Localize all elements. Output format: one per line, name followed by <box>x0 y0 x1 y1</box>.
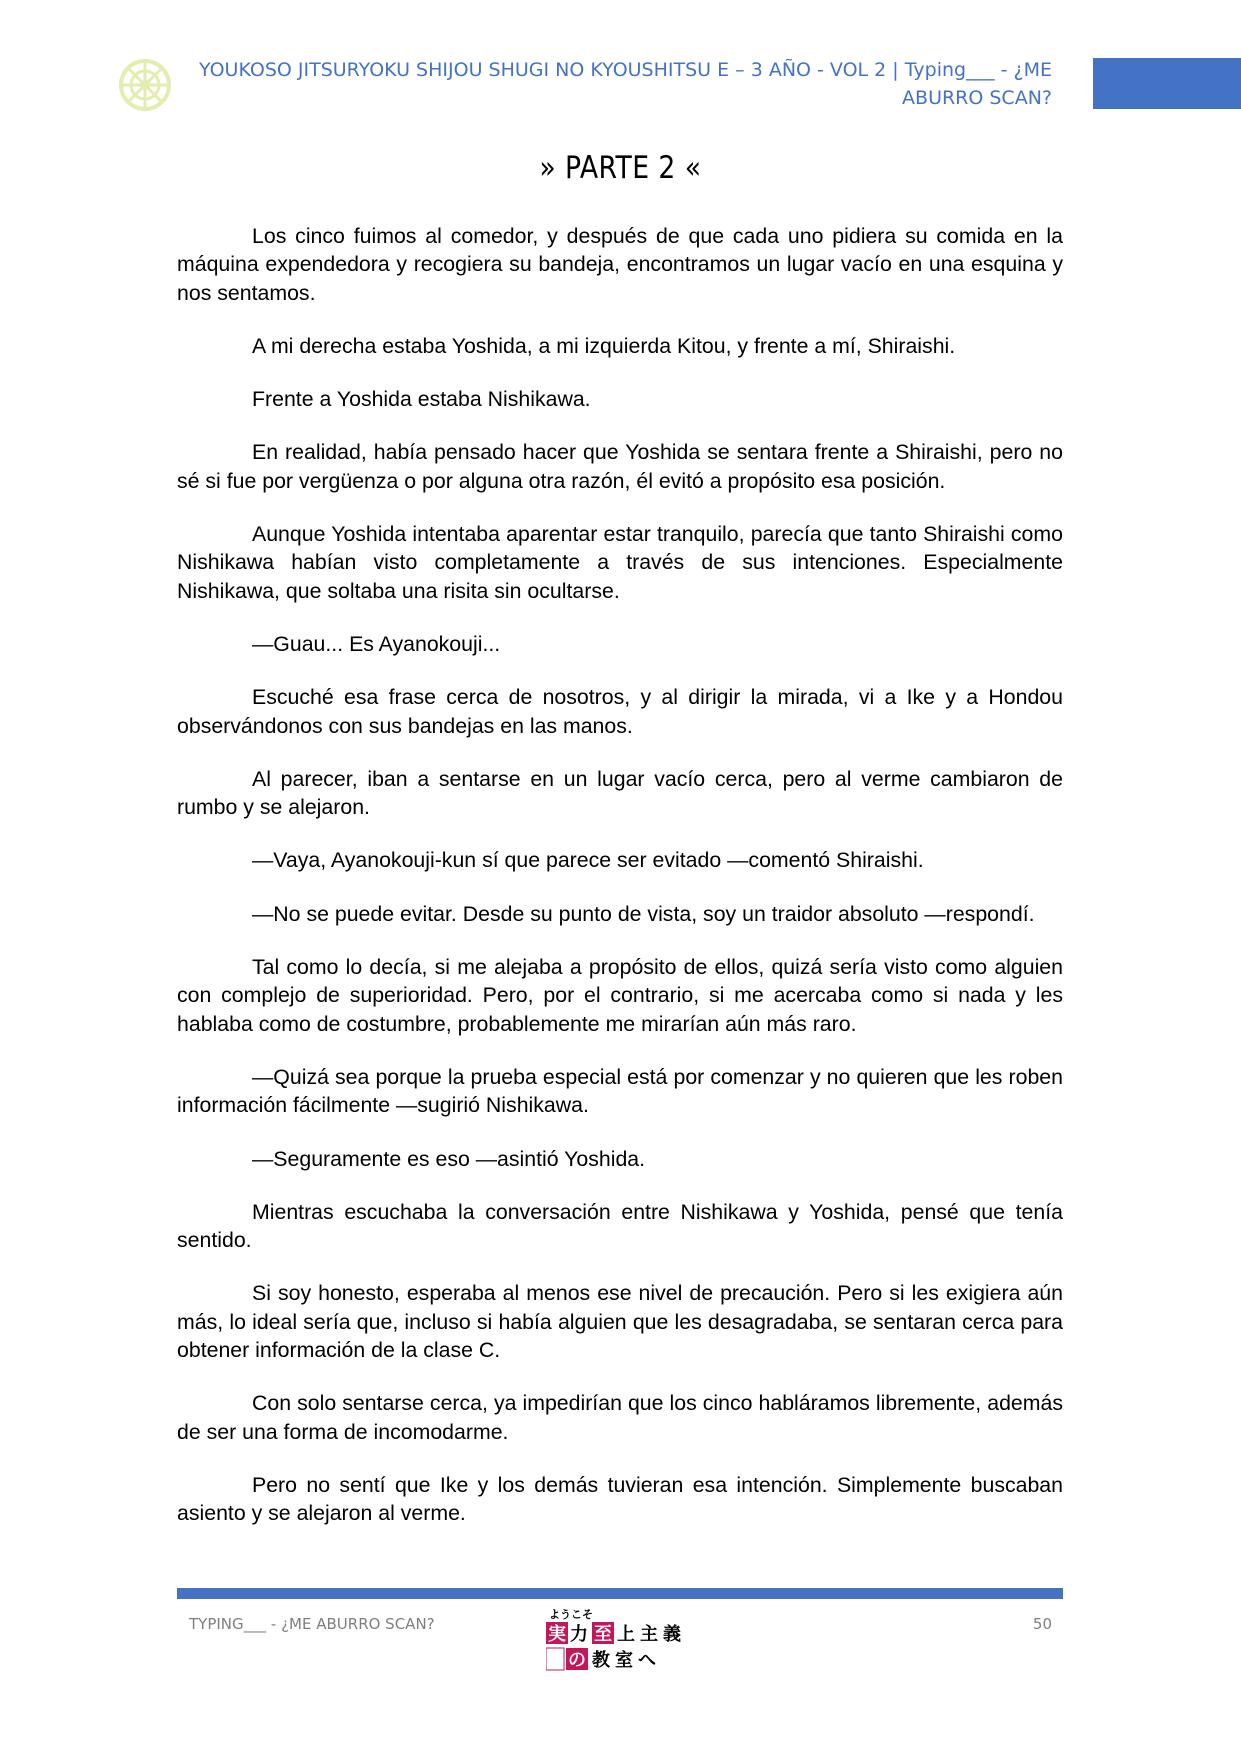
paragraph: —Seguramente es eso —asintió Yoshida. <box>252 1146 646 1171</box>
logo-top-text: ようこそ <box>549 1608 593 1621</box>
header-accent-bar <box>1093 58 1241 109</box>
paragraph: Mientras escuchaba la conversación entre Nishikawa y Yoshida, pensé que tenía sentido. <box>177 1199 1063 1253</box>
paragraph: Tal como lo decía, si me alejaba a propósito de ellos, quizá sería visto como alguien con complejo de superioridad. Pero, por el contrario, si me acercaba como si nada y les hablaba como de costumbre, probablemente me mirarían aún más raro. <box>177 954 1063 1036</box>
running-header-line-1: YOUKOSO JITSURYOKU SHIJOU SHUGI NO KYOUSHITSU E – 3 AÑO - VOL 2 | Typing___ - ¿ME <box>199 59 1052 81</box>
chapter-title: » PARTE 2 « <box>539 150 702 186</box>
paragraph: Escuché esa frase cerca de nosotros, y al dirigir la mirada, vi a Ike y a Hondou observándonos con sus bandejas en las manos. <box>177 685 1063 738</box>
paragraph: Frente a Yoshida estaba Nishikawa. <box>252 387 591 412</box>
logo-char: 室 <box>615 1650 633 1671</box>
paragraph: —Guau... Es Ayanokouji... <box>252 632 501 657</box>
header-logo-icon <box>118 58 172 112</box>
logo-char: の <box>568 1650 586 1671</box>
body-text <box>177 222 1063 1553</box>
paragraph: —No se puede evitar. Desde su punto de vista, soy un traidor absoluto —respondí. <box>252 901 1035 926</box>
paragraph: Aunque Yoshida intentaba aparentar estar tranquilo, parecía que tanto Shiraishi como Nishikawa habían visto completamente a través de sus intenciones. Especialmente Nishikawa, que soltaba una risita sin ocultarse. <box>177 522 1063 603</box>
paragraph: Pero no sentí que Ike y los demás tuvieran esa intención. Simplemente buscaban asiento y se alejaron al verme. <box>177 1472 1063 1526</box>
running-header-line-2: ABURRO SCAN? <box>902 87 1052 109</box>
paragraph: —Quizá sea porque la prueba especial está por comenzar y no quieren que les roben información fácilmente —sugirió Nishikawa. <box>177 1064 1063 1118</box>
paragraph: Si soy honesto, esperaba al menos ese nivel de precaución. Pero si les exigiera aún más, lo ideal sería que, incluso si había alguien que les desagradaba, se sentaran cerca para obtener información de la clase C. <box>177 1281 1063 1363</box>
paragraph: Con solo sentarse cerca, ya impedirían que los cinco habláramos libremente, además de ser una forma de incomodarme. <box>177 1391 1063 1444</box>
running-header <box>190 56 1052 112</box>
logo-char: 実 <box>548 1624 566 1645</box>
logo-char: 上 <box>617 1624 635 1645</box>
footer-rule <box>177 1588 1063 1599</box>
logo-char: へ <box>638 1650 656 1671</box>
paragraph: Los cinco fuimos al comedor, y después de que cada uno pidiera su comida en la máquina expendedora y recogiera su bandeja, encontramos un lugar vacío en una esquina y nos sentamos. <box>177 224 1063 305</box>
paragraph: —Vaya, Ayanokouji-kun sí que parece ser evitado —comentó Shiraishi. <box>252 848 924 873</box>
logo-char: 至 <box>594 1624 612 1645</box>
logo-char: 主 <box>640 1624 658 1645</box>
paragraph: Al parecer, iban a sentarse en un lugar vacío cerca, pero al verme cambiaron de rumbo y se alejaron. <box>177 766 1063 820</box>
paragraph: En realidad, había pensado hacer que Yoshida se sentara frente a Shiraishi, pero no sé si fue por vergüenza o por alguna otra razón, él evitó a propósito esa posición. <box>177 440 1063 493</box>
logo-char: 力 <box>570 1624 588 1645</box>
paragraph: A mi derecha estaba Yoshida, a mi izquierda Kitou, y frente a mí, Shiraishi. <box>252 334 956 359</box>
series-logo-icon <box>546 1606 696 1674</box>
footer-credit: TYPING___ - ¿ME ABURRO SCAN? <box>189 1615 435 1633</box>
logo-char: 教 <box>592 1650 610 1671</box>
logo-char: 義 <box>663 1624 681 1645</box>
page-number: 50 <box>1032 1615 1052 1633</box>
